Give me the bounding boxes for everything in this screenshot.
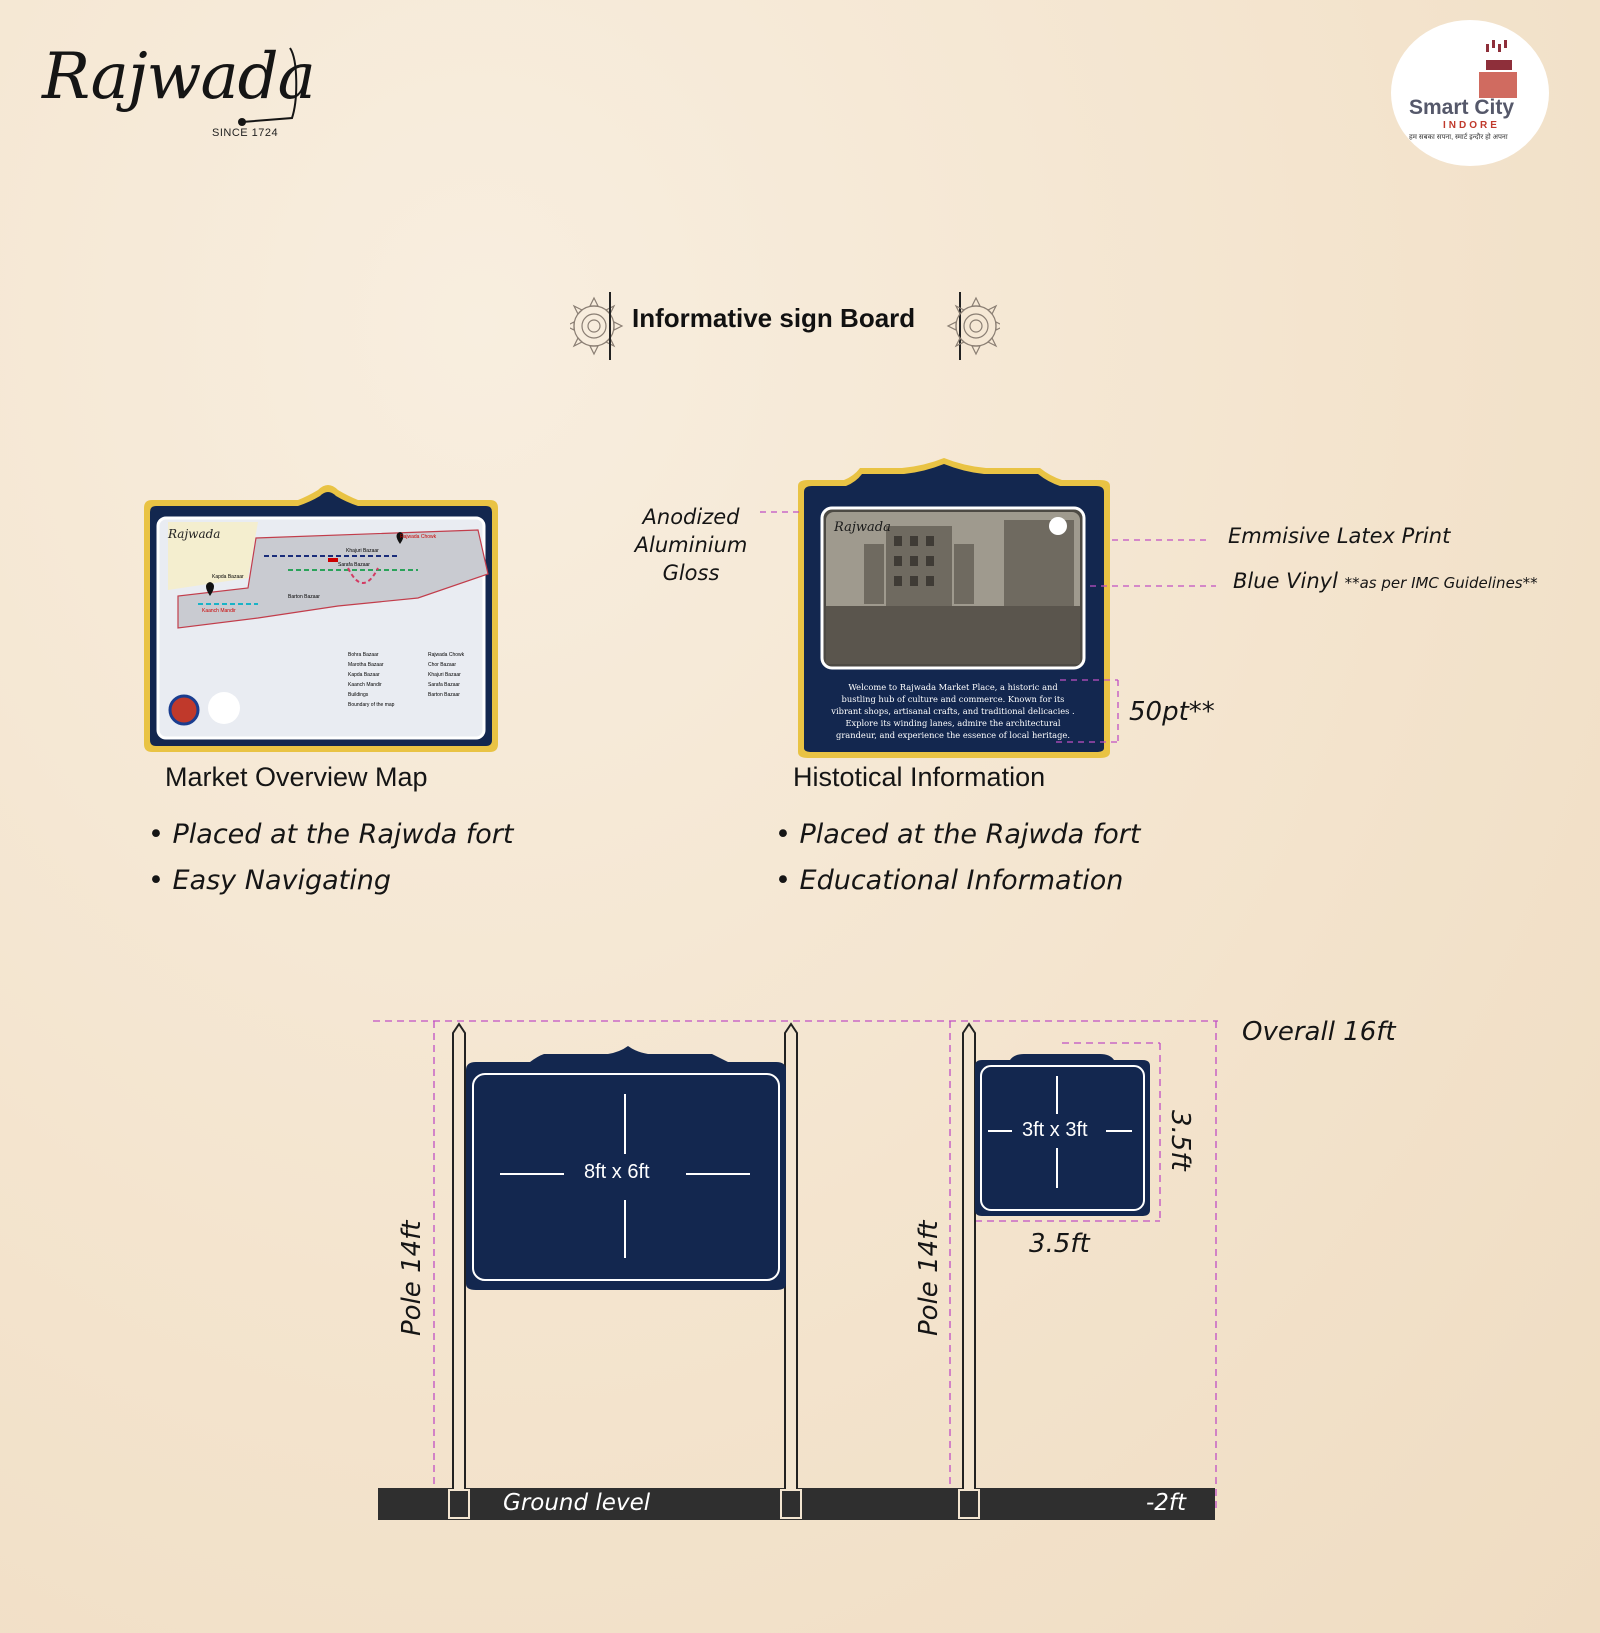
legend-item: Chor Bazaar [428, 662, 457, 668]
history-board-bullet-1: • Placed at the Rajwda fort [775, 819, 1141, 850]
small-width-label: 3.5ft [1029, 1229, 1090, 1259]
map-label-kaanch: Kaanch Mandir [202, 608, 236, 614]
section-title: Informative sign Board [632, 303, 916, 333]
map-label-rajwada-chowk: Rajwada Chowk [400, 534, 437, 540]
history-brand-mark: Rajwada [834, 520, 891, 535]
legend-item: Kaanch Mandir [348, 682, 382, 688]
ground-depth-label: -2ft [1146, 1490, 1187, 1516]
map-label-sarafa: Sarafa Bazaar [338, 562, 370, 568]
legend-item: Boundary of the map [348, 702, 395, 708]
vinyl-callout-label: Blue Vinyl [1233, 569, 1338, 593]
history-paragraph: Welcome to Rajwada Market Place, a historic and bustling hub of culture and commerce. Known for its vibrant shops, artisanal crafts, and traditional delicacies . Explore its winding lanes, admire the architectural grandeur, and experience the essence of local heritage. [831, 682, 1075, 740]
pole-right-label: Pole 14ft [914, 1220, 944, 1336]
map-board-bullet-2: • Easy Navigating [148, 865, 391, 896]
large-board-size: 8ft x 6ft [584, 1161, 650, 1183]
pole-left-label: Pole 14ft [397, 1220, 427, 1336]
rajwada-logo-text: Rajwada [42, 40, 315, 114]
map-board-caption: Market Overview Map [165, 762, 428, 792]
small-height-label: 3.5ft [1165, 1110, 1195, 1171]
history-board-bullet-2: • Educational Information [775, 865, 1124, 896]
legend-item: Bohra Bazaar [348, 652, 379, 658]
smart-city-name: Smart City [1409, 96, 1515, 119]
map-label-kapda: Kapda Bazaar [212, 574, 244, 580]
material-callout-line-2: Aluminium [634, 533, 748, 557]
print-callout: Emmisive Latex Print [1228, 524, 1451, 548]
map-brand-mark: Rajwada [168, 527, 221, 541]
legend-item: Rajwada Chowk [428, 652, 465, 658]
material-callout-line-1: Anodized [642, 505, 740, 529]
smart-city-tagline: हम सबका सपना, स्मार्ट इन्दौर हो अपना [1409, 134, 1508, 141]
map-label-barton: Barton Bazaar [288, 594, 320, 600]
legend-item: Kapda Bazaar [348, 672, 380, 678]
rajwada-since: SINCE 1724 [212, 127, 279, 139]
history-board-caption: Histotical Information [793, 762, 1046, 792]
ground-level-label: Ground level [503, 1490, 651, 1516]
legend-item: Barton Bazaar [428, 692, 460, 698]
font-size-callout: 50pt** [1129, 697, 1215, 727]
small-board-size: 3ft x 3ft [1022, 1119, 1088, 1141]
legend-item: Buildings [348, 692, 369, 698]
material-callout-line-3: Gloss [662, 561, 720, 585]
vinyl-callout-note: **as per IMC Guidelines** [1344, 574, 1538, 592]
overall-height-label: Overall 16ft [1242, 1017, 1396, 1047]
legend-item: Khajuri Bazaar [428, 672, 461, 678]
legend-item: Marotha Bazaar [348, 662, 384, 668]
map-board-bullet-1: • Placed at the Rajwda fort [148, 819, 514, 850]
smart-city-sub: INDORE [1443, 120, 1500, 131]
legend-item: Sarafa Bazaar [428, 682, 460, 688]
map-label-khajuri: Khajuri Bazaar [346, 548, 379, 554]
